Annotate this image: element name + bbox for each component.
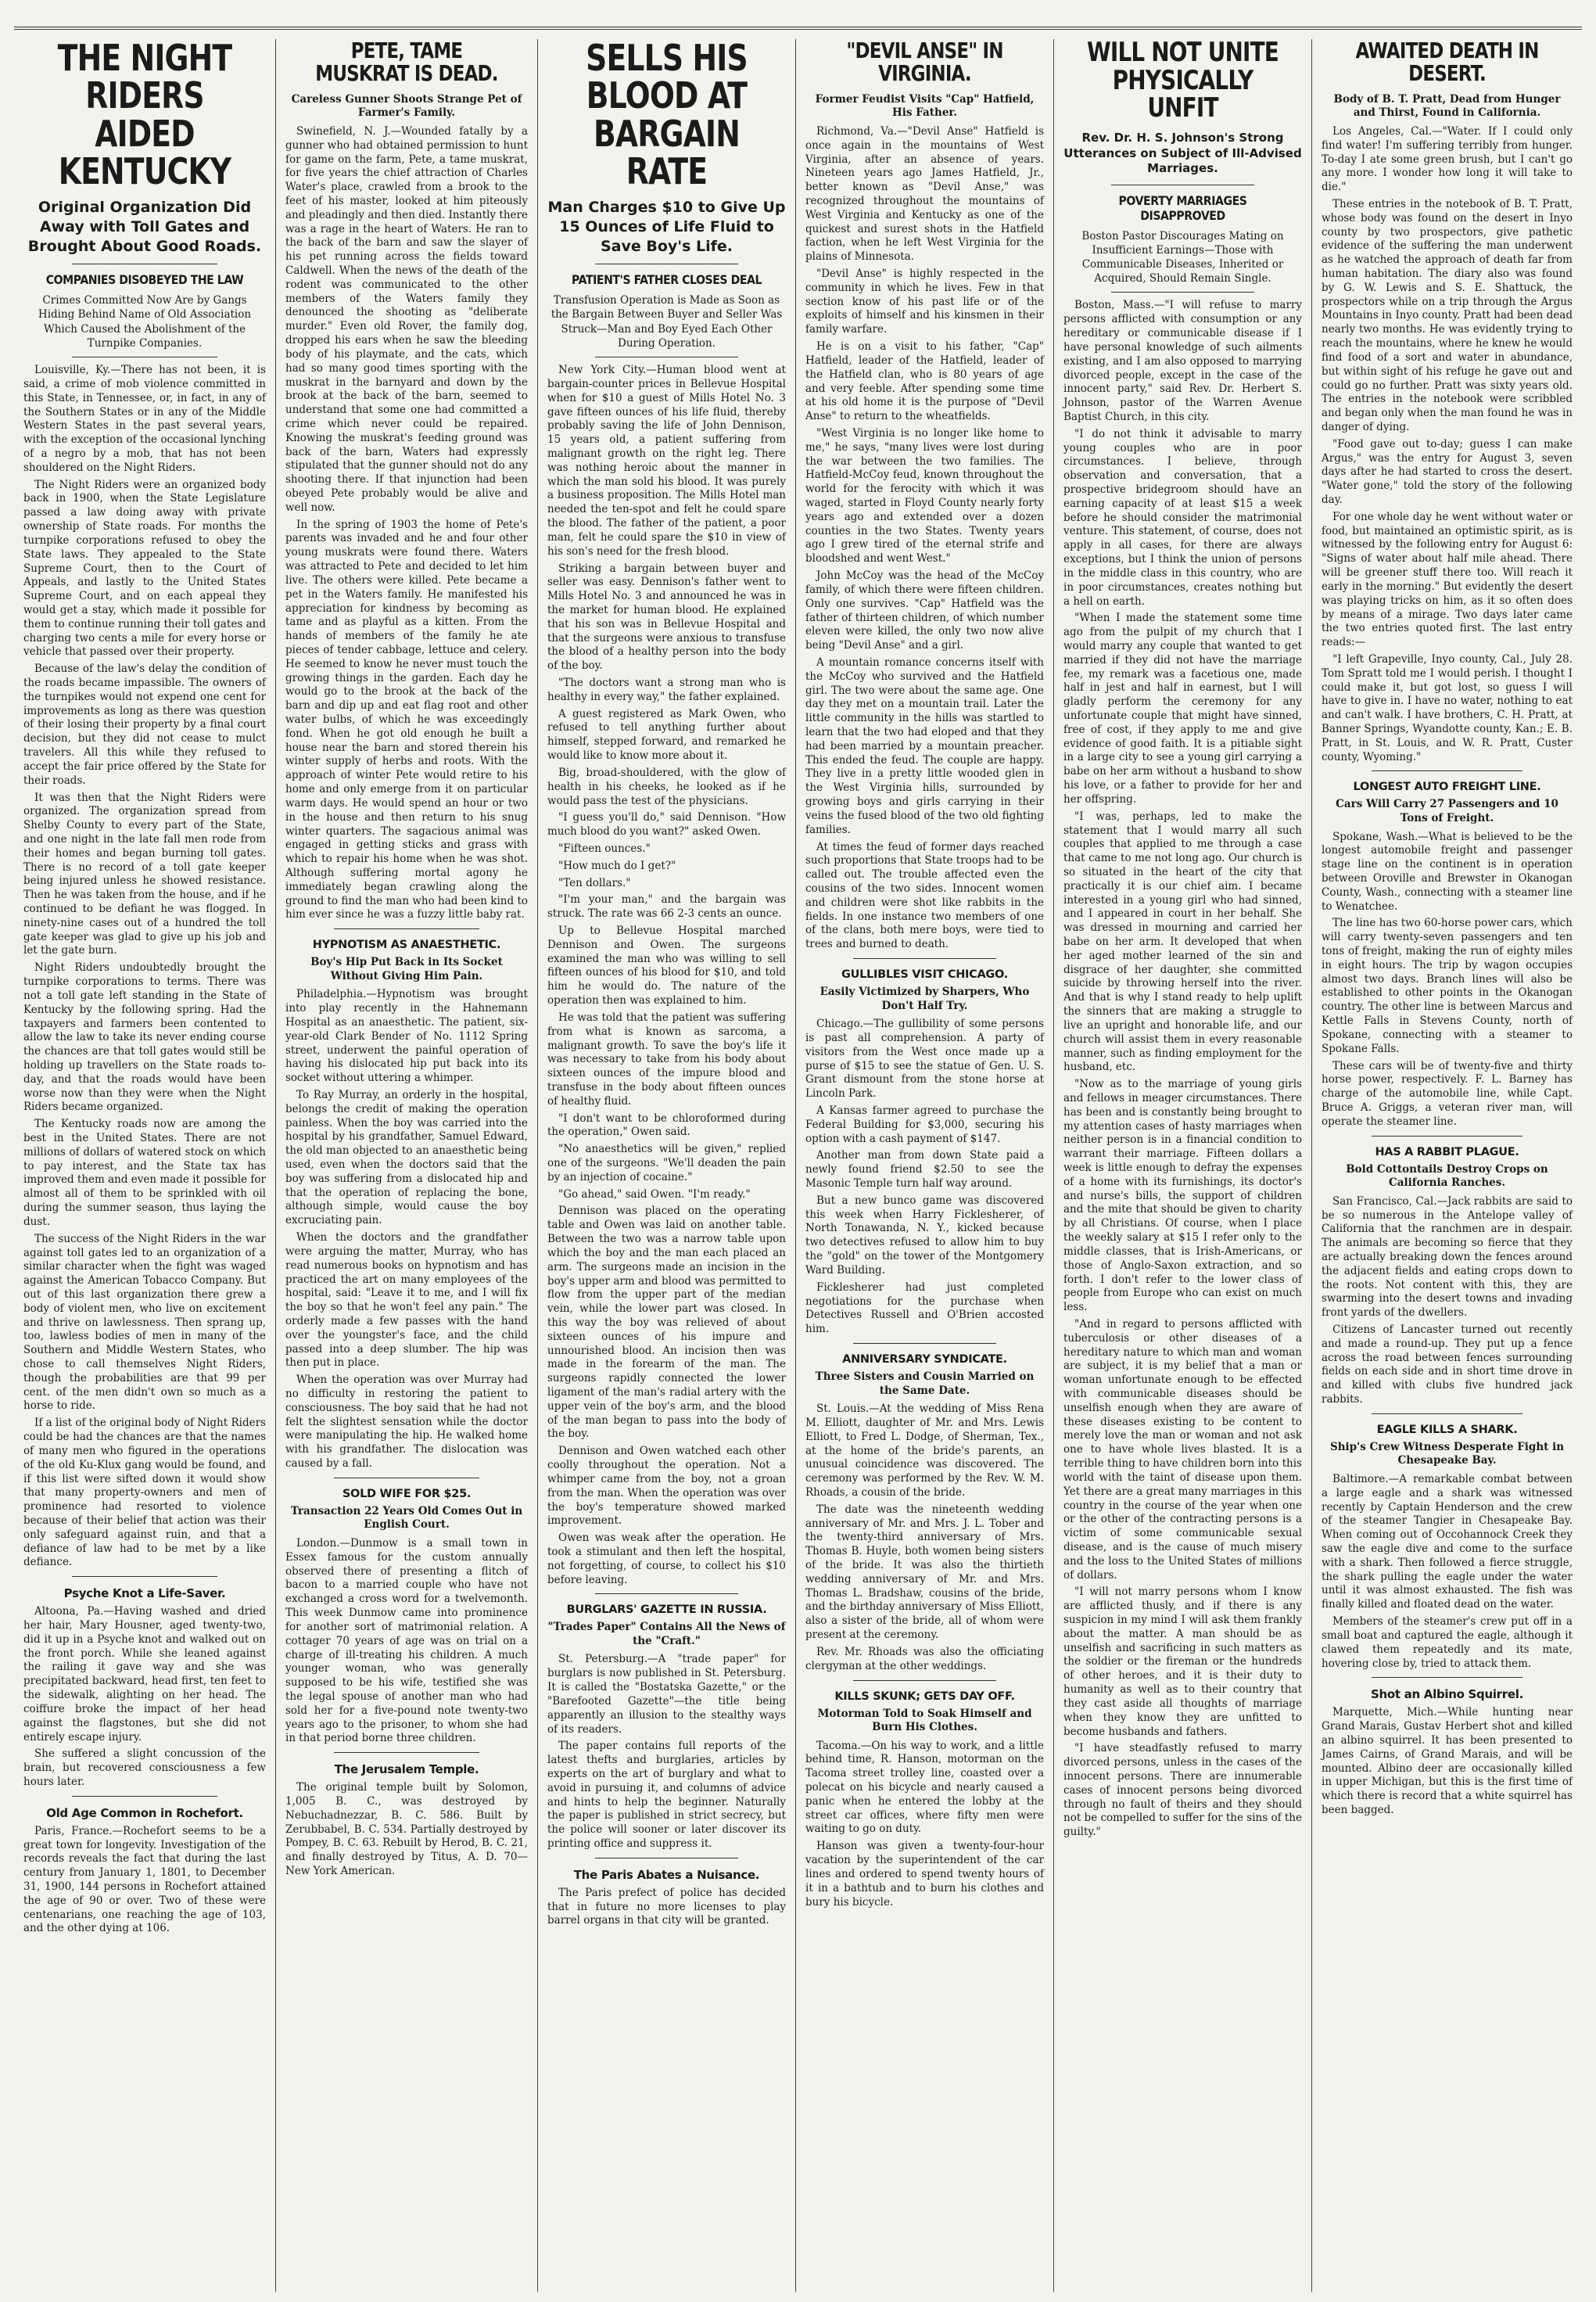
paragraph: St. Petersburg.—A "trade paper" for burglars is now published in St. Petersburg. It is called the "Bostatska Gazette," or the "Barefooted Gazette"—the title being apparently an illusion to the stealthy ways of its readers.	[547, 1653, 786, 1736]
paragraph: The original temple built by Solomon, 1,005 B. C., was destroyed by Nebuchadnezzar, B. C. 586. Built by Zerubbabel, B. C. 534. Partially destroyed by Pompey, B. C. 63. Rebuilt by Herod, B. C. 21, and finally destroyed by Titus, A. D. 70—New York American.	[285, 1781, 528, 1878]
paragraph: It was then that the Night Riders were organized. The organization spread from Shelby County to every part of the State, and one night in the late fall men rode from their homes and began burning toll gates. There is no record of a toll gate keeper being injured unless he showed resistance. Then he was taken from the house, and if he continued to be defiant he was flogged. In ninety-nine cases out of a hundred the toll gate keeper was glad to give up his job and let the gate burn.	[23, 791, 266, 957]
deck-desert: Body of B. T. Pratt, Dead from Hunger and Thirst, Found in California.	[1333, 92, 1561, 120]
paragraph: Because of the law's delay the condition of the roads became impassible. The owners of the turnpikes would not expend one cent for improvements as long as there was question of their losing their property by a final court decision, but they did not cease to mulct travelers. All this while they refused to accept the fair price offered by the State for their roads.	[23, 663, 266, 787]
paragraph: "Fifteen ounces."	[558, 842, 651, 855]
article-body	[23, 1605, 266, 1790]
article-body	[285, 988, 528, 1471]
paragraph: St. Louis.—At the wedding of Miss Rena M. Elliott, daughter of Mr. and Mrs. Lewis Elliott, to Fred L. Dodge, of Sherman, Tex., at the home of the bride's parents, an unusual coincidence was discovered. The ceremony was performed by the Rev. W. M. Rhoads, a cousin of the bride.	[805, 1402, 1044, 1499]
story-title: HYPNOTISM AS ANAESTHETIC.	[312, 939, 501, 952]
paragraph: Louisville, Ky.—There has not been, it is said, a crime of mob violence committed in this State, in Tennessee, or, in fact, in any of the Southern States or in any of the Middle Western States in the past several years, with the exception of the occasional lynching of a negro by a mob, that has not been shouldered on the Night Riders.	[23, 364, 266, 474]
story-deck: Ship's Crew Witness Desperate Fight in Chesapeake Bay.	[1329, 1440, 1565, 1467]
paragraph: Rev. Mr. Rhoads was also the officiating clergyman at the other weddings.	[805, 1645, 1044, 1672]
paragraph: Philadelphia.—Hypnotism was brought into play recently in the Hahnemann Hospital as an anaesthetic. The patient, six-year-old Clark Bender of No. 1112 Spring street, underwent the painful operation of having his dislocated hip put back into its socket without uttering a whimper.	[285, 988, 528, 1085]
story-title: Psyche Knot a Life-Saver.	[63, 1586, 226, 1601]
paragraph: Citizens of Lancaster turned out recently and made a round-up. They put up a fence across the road between fences surrounding fields on each side and in short time drove in and killed with clubs five hundred jack rabbits.	[1322, 1323, 1573, 1406]
paragraph: Chicago.—The gullibility of some persons is past all comprehension. A party of visitors from the West once made up a purse of $15 to see the statue of Gen. U. S. Grant dismount from the stone horse at Lincoln Park.	[805, 1018, 1044, 1101]
story-deck: Bold Cottontails Destroy Crops on California Ranches.	[1346, 1162, 1548, 1190]
paragraph: A mountain romance concerns itself with the McCoy who survived and the Hatfield girl. The two were about the same age. One day they met on a mountain trail. Later the little community in the hills was startled to learn that the two had eloped and that they had been married by a mountain preacher. This ended the feud. The couple are happy. They live in a pretty little wooded glen in the West Virginia hills, surrounded by growing boys and girls carrying in their veins the fused blood of the two old fighting families.	[805, 655, 1044, 836]
paragraph: Owen was weak after the operation. He took a stimulant and then left the hospital, not forgetting, of course, to collect his $10 before leaving.	[547, 1532, 786, 1586]
paragraph: At times the feud of former days reached such proportions that State troops had to be called out. The trouble affected even the cousins of the two sides. Innocent women and children were shot like rabbits in the fields. In one instance two members of one of the clans, both mere boys, were tied to trees and burned to death.	[805, 840, 1044, 951]
paragraph: Spokane, Wash.—What is believed to be the longest automobile freight and passenger stage line on the continent is in operation between Oroville and Brewster in Okanogan County, Wash., connecting with a steamer line to Wenatchee.	[1322, 830, 1573, 913]
paragraph: To Ray Murray, an orderly in the hospital, belongs the credit of making the operation painless. When the boy was carried into the hospital by his grandfather, Samuel Edward, the old man objected to an anaesthetic being used, even when the doctors said that the boy was suffering from a dislocated hip and that the operation of replacing the bone, although simple, would cause the boy excruciating pain.	[285, 1088, 528, 1227]
paragraph: "I do not think it advisable to marry young couples who are in poor circumstances. I believe, through observation and conversation, that a prospective bridegroom should have an earning capacity of at least $15 a week before he should consider the matrimonial venture. This statement, of course, does not apply in all cases, for there are always exceptions, but I think the union of persons in the middle class in this country, who are in poor circumstances, creates nothing but a hell on earth.	[1063, 427, 1302, 608]
divider	[334, 928, 479, 929]
paragraph: Ficklesherer had just completed negotiations for the purchase when Detectives Russell and O'Brien accosted him.	[805, 1280, 1044, 1336]
article-body	[547, 1887, 786, 1928]
paragraph: Tacoma.—On his way to work, and a little behind time, R. Hanson, motorman on the Tacoma street trolley line, coasted over a polecat on his bicycle and nearly caused a panic when he entered the lobby at the street car offices, where fifty men were waiting to go on duty.	[805, 1739, 1044, 1836]
deck-devil-anse: Former Feudist Visits "Cap" Hatfield, His Father.	[815, 92, 1035, 120]
article-body	[1322, 1195, 1573, 1407]
paragraph: The line has two 60-horse power cars, which will carry twenty-seven passengers and ten tons of freight, making the run of eighty miles in eight hours. The trip by wagon occupies almost two days. Branch lines will also be established to other points in the Okanogan country. The other line is between Marcus and Kettle Falls in Stevens County, north of Spokane, connecting with a steamer to Spokane Falls.	[1322, 917, 1573, 1055]
deck-muskrat: Careless Gunner Shoots Strange Pet of Farmer's Family.	[291, 92, 522, 120]
divider	[72, 1576, 217, 1577]
story-title: The Paris Abates a Nuisance.	[573, 1867, 760, 1882]
subdeck-blood: Transfusion Operation is Made as Soon as the Bargain Between Buyer and Seller Was Struck—Man and Boy Eyed Each Other During Operation.	[551, 294, 783, 350]
subdeck-poverty-marriages: Boston Pastor Discourages Mating on Insufficient Earnings—Those with Communicable Diseases, Inherited or Acquired, Should Remain Single.	[1081, 229, 1284, 286]
story-deck: Boy's Hip Put Back in Its Socket Without Giving Him Pain.	[310, 956, 503, 982]
paragraph: "I was, perhaps, led to make the statement that I would marry all such couples that applied to me through a case that came to me not long ago. Our church is so situated in the heart of the city that practically it is our chief aim. I became interested in a young girl who had sinned, and I appeared in court in her behalf. She was dressed in mourning and carried her babe on her arm. It developed that when her aged mother learned of the sin and disgrace of her daughter, she committed suicide by throwing herself into the river. And that is why I stand ready to help uplift the sinners that are making a struggle to live an upright and honorable life, and our church will assist them in every reasonable manner, such as finding employment for the husband, etc.	[1063, 810, 1302, 1074]
paragraph: Paris, France.—Rochefort seems to be a great town for longevity. Investigation of the records reveals the fact that during the last century from January 1, 1801, to December 31, 1900, 144 persons in Rochefort attained the age of 90 or over. Two of these were centenarians, one reaching the age of 103, and the other dying at 106.	[23, 1824, 266, 1935]
story-title: GULLIBLES VISIT CHICAGO.	[841, 968, 1008, 981]
headline-blood: SELLS HIS BLOOD AT BARGAIN RATE	[586, 39, 748, 192]
story-title: LONGEST AUTO FREIGHT LINE.	[1353, 781, 1541, 794]
paragraph: "I guess you'll do," said Dennison. "How much blood do you want?" asked Owen.	[547, 811, 786, 839]
divider	[1372, 1413, 1522, 1414]
divider	[853, 1343, 996, 1344]
headline-muskrat: PETE, TAME MUSKRAT IS DEAD.	[315, 39, 498, 87]
story-title: HAS A RABBIT PLAGUE.	[1375, 1145, 1519, 1158]
story-title: BURGLARS' GAZETTE IN RUSSIA.	[566, 1603, 767, 1617]
article-body	[805, 125, 1044, 952]
paragraph: "Devil Anse" is highly respected in the community in which he lives. Few in that section know of his past life or of the exploits of himself and his kinsmen in their family warfare.	[805, 268, 1044, 336]
paragraph: Striking a bargain between buyer and seller was easy. Dennison's father went to Mills Hotel No. 3 and announced he was in the market for human blood. He explained that his son was in Bellevue Hospital and that the surgeons were anxious to transfuse the blood of a healthy person into the body of the boy.	[547, 562, 786, 673]
article-body	[285, 1537, 528, 1746]
article-body	[23, 364, 266, 1570]
column-6	[1312, 39, 1582, 2292]
story-title: SOLD WIFE FOR $25.	[342, 1487, 472, 1500]
divider	[1111, 292, 1254, 293]
paragraph: The success of the Night Riders in the war against toll gates led to an organization of a similar character when the fight was waged against the American Tobacco Company. But out of this last organization there grew a body of violent men, who live on excitement and thrive on lawlessness. Then sprang up, too, lawless bodies of men in many of the Southern and Middle Western States, who chose to call themselves Night Riders, though the probabilities are that 99 per cent. of the men didn't own so much as a horse to ride.	[23, 1232, 266, 1413]
story-deck: Transaction 22 Years Old Comes Out in English Court.	[290, 1504, 523, 1532]
divider	[853, 958, 996, 959]
story-title: EAGLE KILLS A SHARK.	[1376, 1423, 1518, 1436]
paragraph: These entries in the notebook of B. T. Pratt, whose body was found on the desert in Inyo county by two prospectors, give pathetic evidence of the suffering the man underwent as he watched the approach of death far from human habitation. The diary also was found by G. W. Lewis and S. E. Shattuck, the prospectors while on a trip through the Argus Mountains in Inyo county. Pratt had been dead nearly two months. He was evidently trying to reach the mountains, where he knew he would find food of a sort and water in abundance, but within sight of his refuge he gave out and could go no further. Pratt was sixty years old. The entries in the notebook were scribbled and began only when the man found he was in danger of dying.	[1322, 197, 1573, 433]
column-5	[1054, 39, 1312, 2292]
paragraph: When the doctors and the grandfather were arguing the matter, Murray, who has read numerous books on hypnotism and has practiced the art on many employees of the hospital, said: "Leave it to me, and I will fix the boy so that he won't feel any pain." The orderly made a few passes with the hand over the youngster's face, and the child passed into a deep slumber. The hip was then put in place.	[285, 1231, 528, 1370]
paragraph: "I have steadfastly refused to marry divorced persons, unless in the cases of the innocent persons. There are innumerable cases of innocent persons being divorced through no fault of theirs and they should not be compelled to suffer for the sins of the guilty."	[1063, 1742, 1302, 1839]
paragraph: Los Angeles, Cal.—"Water. If I could only find water! I'm suffering terribly from hunger. To-day I ate some green brush, but I can't go any more. I wonder how long it will take to die."	[1322, 124, 1573, 194]
paragraph: "And in regard to persons afflicted with tuberculosis or other diseases of a hereditary nature to which man and woman are subject, it is my belief that a man or woman unfortunate enough to be effected with communicable diseases should be unselfish enough when they are aware of these diseases existing to be content to merely love the man or woman and not ask one to have whole lives blasted. It is a terrible thing to have children born into this world with the taint of disease upon them. Yet there are a great many marriages in this country in the course of the year when one or the other of the contracting persons is a victim of some communicable sexual disease, and is the cause of much misery and the loss to the United States of millions of dollars.	[1063, 1317, 1302, 1582]
subhead-poverty-marriages: POVERTY MARRIAGES DISAPPROVED	[1118, 192, 1247, 223]
article-body	[1322, 125, 1573, 765]
paragraph: Swinefield, N. J.—Wounded fatally by a gunner who had obtained permission to hunt for game on the farm, Pete, a tame muskrat, for five years the chief attraction of Charles Water's place, crawled from a brook to the feet of his master, looked at him piteously and pleadingly and then died. Instantly there was a rage in the heart of Waters. He ran to the back of the barn and saw the slayer of his pet running across the fields toward Caldwell. When the news of the death of the rodent was communicated to the other members of the Waters family they denounced the shooting as "deliberate murder." Even old Rover, the family dog, dropped his ears when he saw the bleeding body of his playmate, and the cats, which had so many good times sporting with the muskrat in the barnyard and down by the brook at the back of the barn, seemed to understand that some one had committed a crime which never could be repaired. Knowing the muskrat's feeding ground was back of the barn, Waters had expressly stipulated that the gunner should not do any shooting there. If that injunction had been obeyed Pete probably would be alive and well now.	[285, 124, 528, 514]
paragraph: A guest registered as Mark Owen, who refused to tell anything further about himself, stepped forward, and remarked he would like to know more about it.	[547, 707, 786, 763]
paragraph: The date was the nineteenth wedding anniversary of Mr. and Mrs. J. L. Tober and the twenty-third anniversary of Mrs. Thomas B. Huyle, both women being sisters of the bride. It was also the thirtieth wedding anniversary of Mr. and Mrs. Thomas L. Bradshaw, cousins of the bride, and the birthday anniversary of Miss Elliott, also a sister of the bride, all of whom were present at the ceremony.	[805, 1503, 1044, 1642]
paragraph: "Now as to the marriage of young girls and fellows in meager circumstances. There has been and is constantly being brought to my attention cases of hasty marriages when neither person is in a financial condition to warrant their marriage. Fifteen dollars a week is little enough to defray the expenses of a home with its furnishings, its doctor's and nurse's bills, the support of children and the mite that should be given to charity by all Christians. Of course, when I place the weekly salary at $15 I refer only to the middle classes, that is Irish-Americans, or those of Anglo-Saxon extraction, and so forth. I don't refer to the lower class of people from Europe who can exist on much less.	[1063, 1078, 1302, 1314]
story-deck: Motorman Told to Soak Himself and Burn His Clothes.	[817, 1707, 1032, 1734]
paragraph: "I'm your man," and the bargain was struck. The rate was 66 2-3 cents an ounce.	[547, 893, 786, 921]
divider	[1372, 1677, 1522, 1678]
paragraph: Members of the steamer's crew put off in a small boat and captured the eagle, although it clawed them repeatedly and its mate, hovering close by, tried to attack them.	[1322, 1615, 1573, 1670]
paragraph: He was told that the patient was suffering from what is known as sarcoma, a malignant growth. To save the boy's life it was necessary to take from his body about sixteen ounces of the impure blood and transfuse in the body about fifteen ounces of healthy fluid.	[547, 1011, 786, 1108]
article-body	[1063, 299, 1302, 1840]
article-body	[285, 1781, 528, 1879]
paragraph: San Francisco, Cal.—Jack rabbits are said to be so numerous in the Antelope valley of California that the ranchmen are in despair. The animals are becoming so fierce that they are actually breaking down the fences around the adjacent fields and eating crops down to the roots. Not content with this, they are swarming into the desert towns and invading front yards of the dwellers.	[1322, 1194, 1573, 1320]
article-body	[1322, 1473, 1573, 1671]
paragraph: London.—Dunmow is a small town in Essex famous for the custom annually observed there of presenting a flitch of bacon to a married couple who have not exchanged a cross word for a twelvemonth. This week Dunmow came into prominence for another sort of matrimonial relation. A cottager 70 years of age was on trial on a charge of ill-treating his children. A much younger woman, who was generally supposed to be his wife, testified she was the legal spouse of another man who had sold her for a five-pound note twenty-two years ago to the prisoner, to whom she had in that period borne three children.	[285, 1537, 528, 1745]
article-body	[805, 1740, 1044, 1910]
headline-devil-anse: "DEVIL ANSE" IN VIRGINIA.	[846, 39, 1003, 87]
story-deck: Easily Victimized by Sharpers, Who Don't Half Try.	[820, 986, 1030, 1012]
divider	[595, 1593, 738, 1594]
paragraph: The Kentucky roads now are among the best in the United States. There are not millions of dollars of watered stock on which to pay interest, and the State tax has improved them and even made it possible for almost all of them to be sprinkled with oil during the summer season, thus laying the dust.	[23, 1118, 266, 1228]
divider	[334, 1752, 479, 1753]
paragraph: Altoona, Pa.—Having washed and dried her hair, Mary Housner, aged twenty-two, did it up in a Psyche knot and walked out on the front porch. While she leaned against the railing it gave way and she was precipitated backward, head first, ten feet to the sidewalk, alighting on her head. The coiffure broke the impact of her head against the flagstones, but she did not entirely escape injury.	[23, 1605, 266, 1744]
story-title: KILLS SKUNK; GETS DAY OFF.	[834, 1690, 1015, 1703]
paragraph: Another man from down State paid a newly found friend $2.50 to see the Masonic Temple turn half way around.	[805, 1149, 1044, 1191]
paragraph: "Food gave out to-day; guess I can make Argus," was the entry for August 3, seven days after he had started to cross the desert. "Water gone," told the story of the following day.	[1322, 437, 1573, 506]
paragraph: "I don't want to be chloroformed during the operation," Owen said.	[547, 1111, 786, 1139]
divider	[1372, 770, 1522, 771]
headline-will-not-unite: WILL NOT UNITE PHYSICALLY UNFIT	[1086, 39, 1279, 124]
paragraph: Night Riders undoubtedly brought the turnpike corporations to terms. There was not a toll gate left standing in the State of Kentucky by the following spring. Had the taxpayers and farmers been contented to allow the law to take its never ending course the chances are that toll gates would still be holding up travellers on the State roads to-day, and that the roads would have been worse now than they were when the Night Riders became organized.	[23, 961, 266, 1114]
paragraph: Dennison and Owen watched each other coolly throughout the operation. Not a whimper came from the boy, not a groan from the man. When the operation was over the boy's temperature showed marked improvement.	[547, 1445, 786, 1528]
story-title: Shot an Albino Squirrel.	[1370, 1687, 1523, 1702]
headline-night-riders: THE NIGHT RIDERS AIDED KENTUCKY	[57, 39, 232, 192]
paragraph: The Night Riders were an organized body back in 1900, when the State Legislature passed a law doing away with private ownership of State roads. For months the turnpike corporations refused to obey the State laws. They appealed to the State Supreme Court, then to the Court of Appeals, and lastly to the United States Supreme Court, and on each appeal they would get a stay, which made it possible for them to continue running their toll gates and charging two cents a mile for every horse or vehicle that passed over their property.	[23, 478, 266, 659]
divider	[1372, 1136, 1522, 1137]
paragraph: She suffered a slight concussion of the brain, but recovered consciousness a few hours later.	[23, 1747, 266, 1788]
article-body	[1322, 1706, 1573, 1818]
paragraph: A Kansas farmer agreed to purchase the Federal Building for $3,000, securing his option with a cash payment of $147.	[805, 1104, 1044, 1145]
paragraph: In the spring of 1903 the home of Pete's parents was invaded and he and four other young muskrats were found there. Waters was attracted to Pete and decided to let him live. The others were killed. Pete became a pet in the Waters family. He manifested his appreciation for kindness by becoming as tame and as playful as a kitten. From the hands of members of the family he ate pieces of tender cabbage, lettuce and celery. He seemed to know he never must touch the growing things in the garden. Each day he would go to the brook at the back of the barn and dip up and eat flag root and other water bulbs, of which he was exceedingly fond. When he got old enough he built a house near the barn and stored therein his winter supply of herbs and roots. With the approach of winter Pete would retire to his home and only emerge from it on particular warm days. He would spend an hour or two in the house and then return to his snug winter quarters. The sagacious animal was engaged in getting sticks and grass with which to repair his home when he was shot. Although suffering mortal agony he immediately began crawling along the ground to find the man who had been kind to him ever since he was a fuzzy little baby rat.	[285, 518, 528, 921]
paragraph: But a new bunco game was discovered this week when Harry Ficklesherer, of North Tonawanda, N. Y., kicked because two detectives refused to allow him to buy the "gold" on the tower of the Montgomery Ward Building.	[805, 1194, 1044, 1277]
paragraph: "I left Grapeville, Inyo county, Cal., July 28. Tom Spratt told me I would perish. I thought I could make it, but got lost, so guess I will have to give in. I have no water, nothing to eat and can't walk. I have brothers, C. H. Pratt, at Banner Springs, Wyandotte county, Kan.; E. B. Pratt, in St. Louis, and W. R. Pratt, Custer county, Wyoming."	[1322, 652, 1573, 763]
paragraph: Dennison was placed on the operating table and Owen was laid on another table. Between the two was a narrow table upon which the boy and the man each placed an arm. The surgeons made an incision in the boy's upper arm and blood was permitted to flow from the upper part of the median vein, while the lower part was closed. In this way the boy was relieved of about sixteen ounces of his impure and unnourished blood. An incision then was made in the forearm of the man. The surgeons rapidly connected the lower ligament of the man's radial artery with the upper vein of the boy's arm, and the blood of the man began to pass into the body of the boy.	[547, 1205, 786, 1441]
deck-blood: Man Charges $10 to Give Up 15 Ounces of Life Fluid to Save Boy's Life.	[547, 199, 786, 255]
story-title: ANNIVERSARY SYNDICATE.	[842, 1352, 1007, 1366]
column-3	[538, 39, 796, 2292]
paragraph: "When I made the statement some time ago from the pulpit of my church that I would marry any couple that wanted to get married if they did not have the marriage fee, my remark was a facetious one, made half in jest and half in earnest, but I will gladly perform the ceremony for any unfortunate couple that might have sinned, free of cost, if they apply to me and give evidence of good faith. It is a pitiable sight in a large city to see a young girl carrying a babe on her arm without a husband to show his love, or a father to provide for her and her offspring.	[1063, 612, 1302, 806]
paragraph: The Paris prefect of police has decided that in future no more licenses to play barrel organs in that city will be granted.	[547, 1886, 786, 1927]
article-body	[805, 1402, 1044, 1673]
paragraph: These cars will be of twenty-five and thirty horse power, respectively. F. L. Barney has charge of the automobile line, while Capt. Bruce A. Griggs, a veteran river man, will operate the steamer line.	[1322, 1059, 1573, 1128]
paragraph: "West Virginia is no longer like home to me," he says, "many lives were lost during the war between the two families. The Hatfield-McCoy feud, known throughout the world for the ferocity with which it was waged, started in Floyd County nearly forty years ago and extended over a dozen counties in the two States. Twenty years ago I grew tired of the eternal strife and bloodshed and went West."	[805, 426, 1044, 566]
paragraph: Richmond, Va.—"Devil Anse" Hatfield is once again in the mountains of West Virginia, after an absence of years. Nineteen years ago James Hatfield, Jr., better known as "Devil Anse," was recognized throughout the mountains of West Virginia and Kentucky as one of the quickest and surest shots in the Hatfield faction, when he left West Virginia for the plains of Minnesota.	[805, 124, 1044, 264]
article-body	[23, 1825, 266, 1937]
paragraph: When the operation was over Murray had no difficulty in restoring the patient to consciousness. The boy said that he had not felt the slightest sensation while the doctor were manipulating the hip. He walked home with his grandfather. The dislocation was caused by a fall.	[285, 1374, 528, 1471]
paragraph: Up to Bellevue Hospital marched Dennison and Owen. The surgeons examined the man who was willing to sell fifteen ounces of his blood for $10, and told him he would do. The nature of the operation then was explained to him.	[547, 925, 786, 1007]
column-2	[276, 39, 538, 2292]
story-title: Old Age Common in Rochefort.	[46, 1805, 243, 1820]
story-deck: Cars Will Carry 27 Passengers and 10 Tons of Freight.	[1336, 798, 1558, 824]
column-grid	[14, 39, 1582, 2292]
subdeck-night-riders: Crimes Committed Now Are by Gangs Hiding Behind Name of Old Association Which Caused the Abolishment of the Turnpike Companies.	[38, 294, 252, 350]
subhead-night-riders: COMPANIES DISOBEYED THE LAW	[45, 272, 244, 288]
column-1	[14, 39, 276, 2292]
paragraph: Baltimore.—A remarkable combat between a large eagle and a shark was witnessed recently by Captain Henderson and the crew of the steamer Tangier in Chesapeake Bay. When coming out of Occohannock Creek they saw the eagle dive and come to the surface with a shark. Then followed a fierce struggle, the shark pulling the eagle under the water until it was almost exhausted. The fish was finally killed and floated dead on the water.	[1322, 1472, 1573, 1611]
article-body	[547, 364, 786, 1587]
deck-will-not-unite: Rev. Dr. H. S. Johnson's Strong Utterances on Subject of Ill-Advised Marriages.	[1063, 131, 1302, 176]
article-body	[285, 125, 528, 922]
divider	[72, 1796, 217, 1797]
paragraph: He is on a visit to his father, "Cap" Hatfield, leader of the Hatfield, leader of the Hatfield clan, who is 80 years of age and very feeble. After spending some time at his old home it is the purpose of "Devil Anse" to return to the wheatfields.	[805, 340, 1044, 423]
paragraph: "Ten dollars."	[558, 876, 631, 889]
divider	[853, 1680, 996, 1681]
paragraph: "I will not marry persons whom I know are afflicted thusly, and if there is any suspicion in my mind I will ask them frankly about the matter. A man should be as unselfish and sacrificing in such matters as the soldier or the fireman or the hundreds of other heroes, and it is their duty to humanity as well as to their country that they cast aside all thoughts of marriage when they know they are unfitted to become husbands and fathers.	[1063, 1586, 1302, 1738]
paragraph: "How much do I get?"	[558, 859, 676, 872]
story-deck: "Trades Paper" Contains All the News of the "Craft."	[547, 1621, 786, 1647]
paragraph: Marquette, Mich.—While hunting near Grand Marais, Gustav Herbert shot and killed an albino squirrel. It has been presented to James Cairns, of Grand Marais, and will be mounted. Albino deer are occasionally killed in upper Michigan, but this is the first time of which there is record that a white squirrel has been bagged.	[1322, 1706, 1573, 1817]
paragraph: "The doctors want a strong man who is healthy in every way," the father explained.	[547, 677, 786, 703]
paragraph: New York City.—Human blood went at bargain-counter prices in Bellevue Hospital when for $10 a guest of Mills Hotel No. 3 gave fifteen ounces of his life fluid, thereby probably saving the life of John Dennison, 15 years old, a patient suffering from malignant growth on the right leg. There was nothing heroic about the manner in which the man sold his blood. It was purely a business proposition. The Mills Hotel man needed the ten-spot and felt he could spare the blood. The father of the patient, a poor man, felt he could spare the $10 in view of his son's need for the fresh blood.	[547, 364, 786, 558]
story-title: The Jerusalem Temple.	[334, 1762, 479, 1777]
article-body	[805, 1018, 1044, 1337]
paragraph: Boston, Mass.—"I will refuse to marry persons afflicted with consumption or any hereditary or communicable disease if I have personal knowledge of such ailments existing, and I am also opposed to marrying divorced people, except in the case of the innocent party," said Rev. Dr. Herbert S. Johnson, pastor of the Warren Avenue Baptist Church, in this city.	[1063, 299, 1302, 423]
paragraph: "No anaesthetics will be given," replied one of the surgeons. "We'll deaden the pain by an injection of cocaine."	[547, 1143, 786, 1183]
story-deck: Three Sisters and Cousin Married on the Same Date.	[815, 1370, 1035, 1397]
paragraph: The paper contains full reports of the latest thefts and burglaries, articles by experts on the art of burglary and what to avoid in pursuing it, and columns of advice and hints to help the beginner. Naturally the paper is published in strict secrecy, but the police will sooner or later discover its printing office and suppress it.	[547, 1740, 786, 1851]
headline-desert: AWAITED DEATH IN DESERT.	[1355, 39, 1539, 87]
column-4	[796, 39, 1054, 2292]
article-body	[547, 1653, 786, 1851]
subhead-blood: PATIENT'S FATHER CLOSES DEAL	[571, 272, 762, 288]
paragraph: If a list of the original body of Night Riders could be had the chances are that the names of many men who figured in the operations of the old Ku-Klux gang would be found, and if this list were sifted down it would show that many property-owners and men of prominence had resorted to violence because of their belief that action was their only safeguard against ruin, and that a defiance of law had to be met by a like defiance.	[23, 1417, 266, 1569]
deck-night-riders: Original Organization Did Away with Toll Gates and Brought About Good Roads.	[27, 199, 262, 255]
paragraph: "Go ahead," said Owen. "I'm ready."	[558, 1187, 751, 1201]
paragraph: For one whole day he went without water or food, but maintained an optimistic spirit, as is witnessed by the following entry for August 6: "Signs of water about half mile ahead. There will be greener stuff there too. Will reach it early in the morning." But evidently the desert was playing tricks on him, as it so often does by means of a mirage. Two days later came the two entries quoted first. The last entry reads:—	[1322, 510, 1573, 649]
paragraph: Hanson was given a twenty-four-hour vacation by the superintendent of the car lines and ordered to spend twenty hours of it in a bathtub and to burn his clothes and bury his bicycle.	[805, 1840, 1044, 1909]
masthead-rule	[14, 16, 1582, 30]
article-body	[1322, 831, 1573, 1129]
paragraph: Big, broad-shouldered, with the glow of health in his cheeks, he looked as if he would pass the test of the physicians.	[547, 766, 786, 807]
paragraph: John McCoy was the head of the McCoy family, of which there were fifteen children. Only one survives. "Cap" Hatfield was the father of thirteen children, of which number eleven were killed, the only two now alive being "Devil Anse" and a girl.	[805, 569, 1044, 652]
